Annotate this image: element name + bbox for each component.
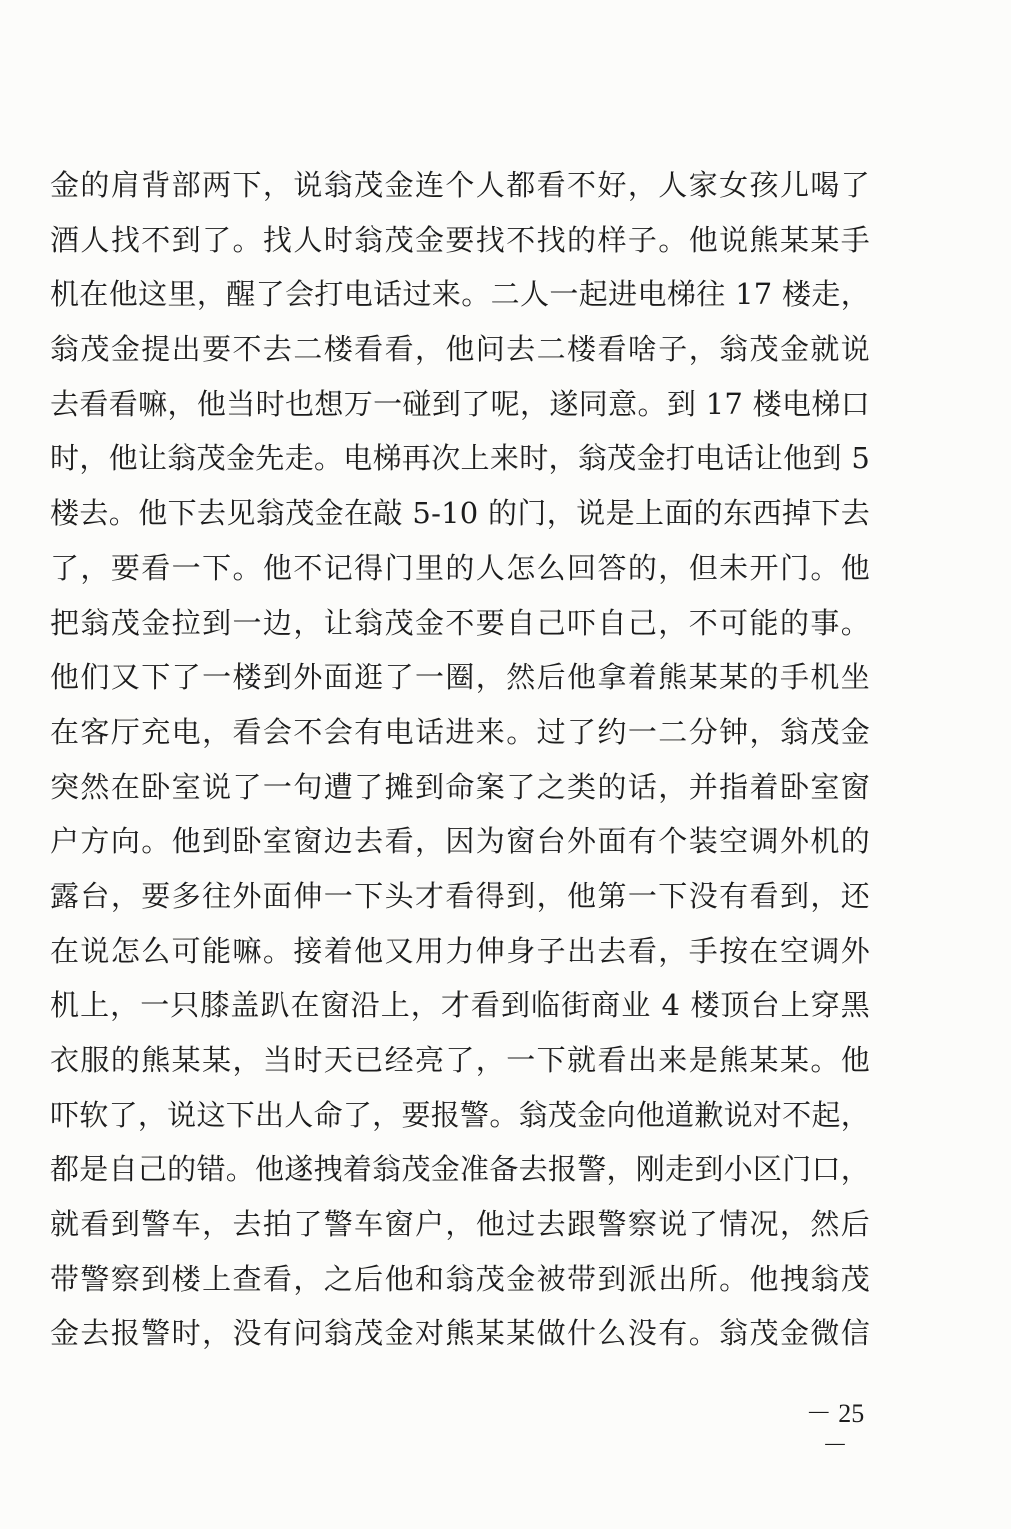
text-line: 机上，一只膝盖趴在窗沿上，才看到临街商业 4 楼顶台上穿黑 [50, 988, 870, 1023]
text-line: 楼去。他下去见翁茂金在敲 5-10 的门，说是上面的东西掉下去 [50, 496, 870, 531]
page-number: － 25 － [805, 1399, 865, 1460]
text-line: 在客厅充电，看会不会有电话进来。过了约一二分钟，翁茂金 [50, 714, 870, 749]
text-line: 把翁茂金拉到一边，让翁茂金不要自己吓自己，不可能的事。 [50, 605, 870, 640]
text-line: 翁茂金提出要不去二楼看看，他问去二楼看啥子，翁茂金就说 [50, 332, 870, 367]
text-line: 金去报警时，没有问翁茂金对熊某某做什么没有。翁茂金微信 [50, 1316, 870, 1351]
text-line: 突然在卧室说了一句遭了摊到命案了之类的话，并指着卧室窗 [50, 769, 870, 804]
text-line: 了，要看一下。他不记得门里的人怎么回答的，但未开门。他 [50, 550, 870, 585]
text-line: 户方向。他到卧室窗边去看，因为窗台外面有个装空调外机的 [50, 824, 870, 859]
text-line: 衣服的熊某某，当时天已经亮了，一下就看出来是熊某某。他 [50, 1043, 870, 1077]
text-line: 都是自己的错。他遂拽着翁茂金准备去报警，刚走到小区门口， [50, 1152, 870, 1187]
text-line: 带警察到楼上查看，之后他和翁茂金被带到派出所。他拽翁茂 [50, 1261, 870, 1296]
text-line: 金的肩背部两下，说翁茂金连个人都看不好，人家女孩儿喝了 [50, 168, 870, 202]
body-text [50, 158, 870, 1361]
text-line: 酒人找不到了。找人时翁茂金要找不找的样子。他说熊某某手 [50, 222, 870, 257]
text-line: 时，他让翁茂金先走。电梯再次上来时，翁茂金打电话让他到 5 [50, 441, 870, 476]
text-line: 在说怎么可能嘛。接着他又用力伸身子出去看，手按在空调外 [50, 933, 870, 968]
text-line: 机在他这里，醒了会打电话过来。二人一起进电梯往 17 楼走， [50, 277, 870, 312]
text-line: 去看看嘛，他当时也想万一碰到了呢，遂同意。到 17 楼电梯口 [50, 386, 870, 421]
text-line: 他们又下了一楼到外面逛了一圈，然后他拿着熊某某的手机坐 [50, 660, 870, 695]
text-line: 就看到警车，去拍了警车窗户，他过去跟警察说了情况，然后 [50, 1207, 870, 1242]
text-line: 露台，要多往外面伸一下头才看得到，他第一下没有看到，还 [50, 878, 870, 913]
text-line: 吓软了，说这下出人命了，要报警。翁茂金向他道歉说对不起， [50, 1097, 870, 1132]
